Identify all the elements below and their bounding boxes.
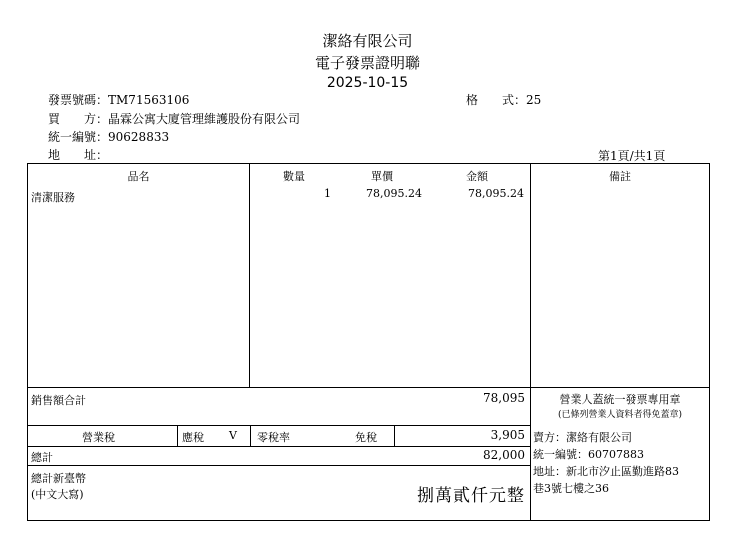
table-top-border — [27, 163, 710, 164]
tax-label: 營業稅 — [82, 431, 115, 444]
divider-note — [530, 163, 531, 521]
seller-address-line1: 地址：新北市汐止區勤進路83 — [533, 465, 679, 478]
seal-title: 營業人蓋統一發票專用章 — [559, 393, 681, 406]
invoice-date: 2025-10-15 — [326, 75, 409, 91]
ntd-label-1: 總計新臺幣 — [31, 472, 86, 485]
buyer-name: 晶霖公寓大廈管理維護股份有限公司 — [108, 112, 301, 126]
zero-rate-label: 零稅率 — [257, 431, 290, 444]
ntd-label-2: (中文大寫) — [31, 488, 84, 501]
buyer-label: 買 方： — [48, 112, 109, 126]
col-header-item: 品名 — [127, 170, 150, 183]
sales-amount: 78,095 — [483, 391, 525, 405]
row-qty: 1 — [324, 187, 331, 200]
buyer-row — [48, 110, 300, 127]
taxable-mark: V — [229, 429, 237, 442]
col-header-note: 備註 — [609, 170, 631, 183]
address-row — [48, 146, 108, 163]
tax-id: 90628833 — [108, 130, 170, 144]
col-header-amount: 金額 — [466, 170, 488, 183]
divider-tax-2 — [250, 425, 251, 446]
total-amount: 82,000 — [483, 448, 525, 462]
table-bottom-border — [27, 520, 710, 521]
sales-label: 銷售額合計 — [31, 394, 86, 407]
table-left-border — [27, 163, 28, 521]
divider-tax-bottom — [27, 446, 530, 447]
format-label: 格 式： — [466, 93, 527, 107]
divider-tax-1 — [177, 425, 178, 446]
seller-name: 賣方：潔絡有限公司 — [533, 431, 632, 444]
row-amount: 78,095.24 — [468, 187, 524, 200]
divider-body — [27, 387, 710, 388]
divider-tax-3 — [394, 425, 395, 446]
tax-id-row — [48, 128, 169, 145]
col-header-qty: 數量 — [283, 170, 305, 183]
invoice-no: TM71563106 — [108, 93, 190, 107]
tax-amount: 3,905 — [490, 428, 525, 442]
format-row — [466, 91, 541, 108]
invoice-no-label: 發票號碼： — [48, 93, 109, 107]
divider-tax-top — [27, 425, 530, 426]
total-chinese: 捌萬貳仟元整 — [417, 486, 525, 506]
col-header-price: 單價 — [371, 170, 393, 183]
document-title: 電子發票證明聯 — [314, 54, 420, 72]
format-value: 25 — [526, 93, 542, 107]
total-label: 總計 — [31, 451, 53, 464]
company-name: 潔絡有限公司 — [322, 32, 413, 50]
divider-item — [249, 163, 250, 388]
page-indicator: 第1頁/共1頁 — [598, 149, 666, 163]
table-right-border — [709, 163, 710, 521]
row-price: 78,095.24 — [366, 187, 422, 200]
seal-subtitle: (已條列營業人資料者得免蓋章) — [557, 410, 683, 420]
seller-tax-id: 統一編號：60707883 — [533, 448, 644, 461]
taxable-label: 應稅 — [182, 431, 204, 444]
tax-id-label: 統一編號： — [48, 130, 109, 144]
address-label: 地 址： — [48, 148, 109, 162]
row-item: 清潔服務 — [31, 191, 75, 204]
divider-total — [27, 465, 530, 466]
exempt-label: 免稅 — [355, 431, 377, 444]
invoice-no-row — [48, 91, 189, 108]
seller-address-line2: 巷3號七樓之36 — [533, 482, 609, 495]
